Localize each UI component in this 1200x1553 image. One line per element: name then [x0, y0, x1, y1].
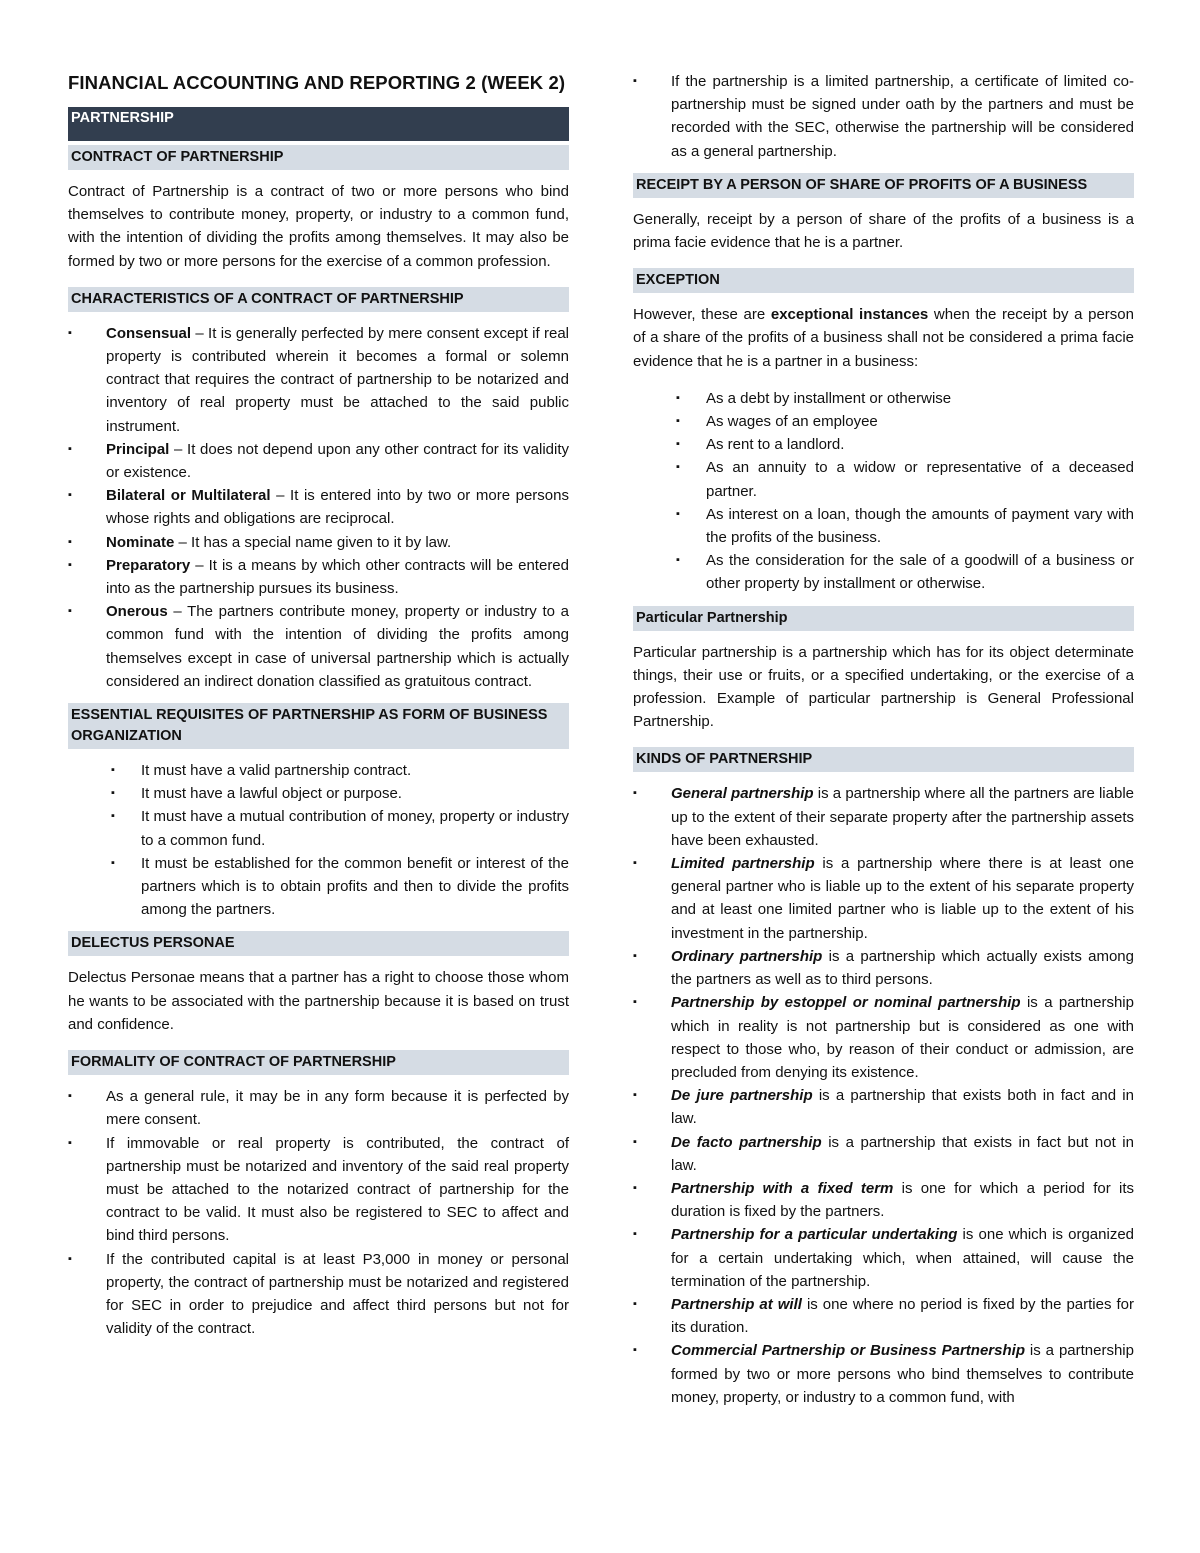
list-item: ▪ General partnership is a partnership where all the partners are liable up to the extent of their separate property after the partnership assets have been exhausted.	[633, 782, 1134, 852]
kinds-heading: KINDS OF PARTNERSHIP	[633, 747, 1134, 772]
requisites-heading: ESSENTIAL REQUISITES OF PARTNERSHIP AS FORM OF BUSINESS ORGANIZATION	[68, 703, 569, 749]
document-title: FINANCIAL ACCOUNTING AND REPORTING 2 (WEEK 2)	[68, 72, 566, 93]
list-item: ▪ Principal – It does not depend upon any other contract for its validity or existence.	[68, 438, 569, 484]
list-item: ▪ As the consideration for the sale of a goodwill of a business or other property by installment or otherwise.	[633, 549, 1134, 595]
right-column	[633, 70, 1134, 1419]
list-item: ▪ It must be established for the common benefit or interest of the partners which is to obtain profits and then to divide the profits among the partners.	[68, 852, 569, 922]
list-item: ▪ Ordinary partnership is a partnership which actually exists among the partners as well as to third persons.	[633, 945, 1134, 991]
list-item: ▪ As interest on a loan, though the amounts of payment vary with the profits of the business.	[633, 503, 1134, 549]
list-item: ▪ Limited partnership is a partnership where there is at least one general partner who is liable up to the extent of his separate property and at least one limited partner who is liable up to the extent of his investment in the partnership.	[633, 852, 1134, 945]
receipt-text: Generally, receipt by a person of share of the profits of a business is a prima facie evidence that he is a partner.	[633, 210, 1134, 252]
partnership-main-heading: PARTNERSHIP	[68, 107, 569, 141]
list-item: ▪ It must have a mutual contribution of money, property or industry to a common fund.	[68, 805, 569, 851]
formality-list-continued	[633, 70, 1134, 163]
list-item: ▪ De facto partnership is a partnership that exists in fact but not in law.	[633, 1131, 1134, 1177]
formality-heading: FORMALITY OF CONTRACT OF PARTNERSHIP	[68, 1050, 569, 1075]
list-item: ▪ As an annuity to a widow or representative of a deceased partner.	[633, 456, 1134, 502]
list-item: ▪ Onerous – The partners contribute money, property or industry to a common fund with the intention of dividing the profits among themselves except in case of universal partnership which is actually considered an indirect donation classified as gratuitous contract.	[68, 600, 569, 693]
exception-text: However, these are exceptional instances when the receipt by a person of a share of the profits of a business shall not be considered a prima facie evidence that he is a partner in a business:	[633, 306, 1134, 370]
exception-heading: EXCEPTION	[633, 268, 1134, 293]
particular-text: Particular partnership is a partnership which has for its object determinate things, their use or fruits, or a specified undertaking, or the exercise of a profession. Example of particular partnership is General Professional Partnership.	[633, 643, 1134, 731]
list-item: ▪ Partnership for a particular undertaking is one which is organized for a certain undertaking which, when attained, will cause the termination of the partnership.	[633, 1223, 1134, 1293]
list-item: ▪ Commercial Partnership or Business Partnership is a partnership formed by two or more persons who bind themselves to contribute money, property, or industry to a common fund, with	[633, 1339, 1134, 1409]
list-item: ▪ Nominate – It has a special name given to it by law.	[68, 531, 569, 554]
left-column	[68, 70, 569, 1350]
kinds-list	[633, 782, 1134, 1408]
requisites-list	[68, 759, 569, 921]
list-item: ▪ If immovable or real property is contributed, the contract of partnership must be notarized and inventory of the said real property must be attached to the notarized contract of partnership for the contract to be valid. It must also be registered to SEC to affect and bind third persons.	[68, 1132, 569, 1248]
delectus-text: Delectus Personae means that a partner has a right to choose those whom he wants to be associated with the partnership because it is based on trust and confidence.	[68, 969, 569, 1033]
list-item: ▪ As a general rule, it may be in any form because it is perfected by mere consent.	[68, 1085, 569, 1131]
list-item: ▪ Consensual – It is generally perfected by mere consent except if real property is contributed wherein it becomes a formal or solemn contract that requires the contract of partnership to be notarized and inventory of real property must be attached to the said public instrument.	[68, 322, 569, 438]
list-item: ▪ Partnership at will is one where no period is fixed by the parties for its duration.	[633, 1293, 1134, 1339]
list-item: ▪ It must have a lawful object or purpose.	[68, 782, 569, 805]
list-item: ▪ As a debt by installment or otherwise	[633, 387, 1134, 410]
list-item: ▪ As wages of an employee	[633, 410, 1134, 433]
particular-heading: Particular Partnership	[633, 606, 1134, 631]
exception-list	[633, 387, 1134, 596]
contract-text: Contract of Partnership is a contract of two or more persons who bind themselves to contribute money, property, or industry to a common fund, with the intention of dividing the profits among themselves. It may also be formed by two or more persons for the exercise of a common profession.	[68, 183, 569, 270]
formality-list	[68, 1085, 569, 1340]
characteristics-list	[68, 322, 569, 693]
receipt-heading: RECEIPT BY A PERSON OF SHARE OF PROFITS OF A BUSINESS	[633, 173, 1134, 198]
list-item: ▪ If the contributed capital is at least P3,000 in money or personal property, the contract of partnership must be notarized and registered for SEC in order to prejudice and affect third persons but not for validity of the contract.	[68, 1248, 569, 1341]
list-item: ▪ Partnership by estoppel or nominal partnership is a partnership which in reality is not partnership but is considered as one with respect to those who, by reason of their conduct or admission, are precluded from denying its existence.	[633, 991, 1134, 1084]
list-item: ▪ Preparatory – It is a means by which other contracts will be entered into as the partnership pursues its business.	[68, 554, 569, 600]
list-item: ▪ If the partnership is a limited partnership, a certificate of limited co-partnership must be signed under oath by the partners and must be recorded with the SEC, otherwise the partnership will be considered as a general partnership.	[633, 70, 1134, 163]
delectus-heading: DELECTUS PERSONAE	[68, 931, 569, 956]
contract-heading: CONTRACT OF PARTNERSHIP	[68, 145, 569, 170]
characteristics-heading: CHARACTERISTICS OF A CONTRACT OF PARTNERSHIP	[68, 287, 569, 312]
list-item: ▪ It must have a valid partnership contract.	[68, 759, 569, 782]
list-item: ▪ Bilateral or Multilateral – It is entered into by two or more persons whose rights and obligations are reciprocal.	[68, 484, 569, 530]
list-item: ▪ As rent to a landlord.	[633, 433, 1134, 456]
list-item: ▪ De jure partnership is a partnership that exists both in fact and in law.	[633, 1084, 1134, 1130]
list-item: ▪ Partnership with a fixed term is one for which a period for its duration is fixed by the partners.	[633, 1177, 1134, 1223]
